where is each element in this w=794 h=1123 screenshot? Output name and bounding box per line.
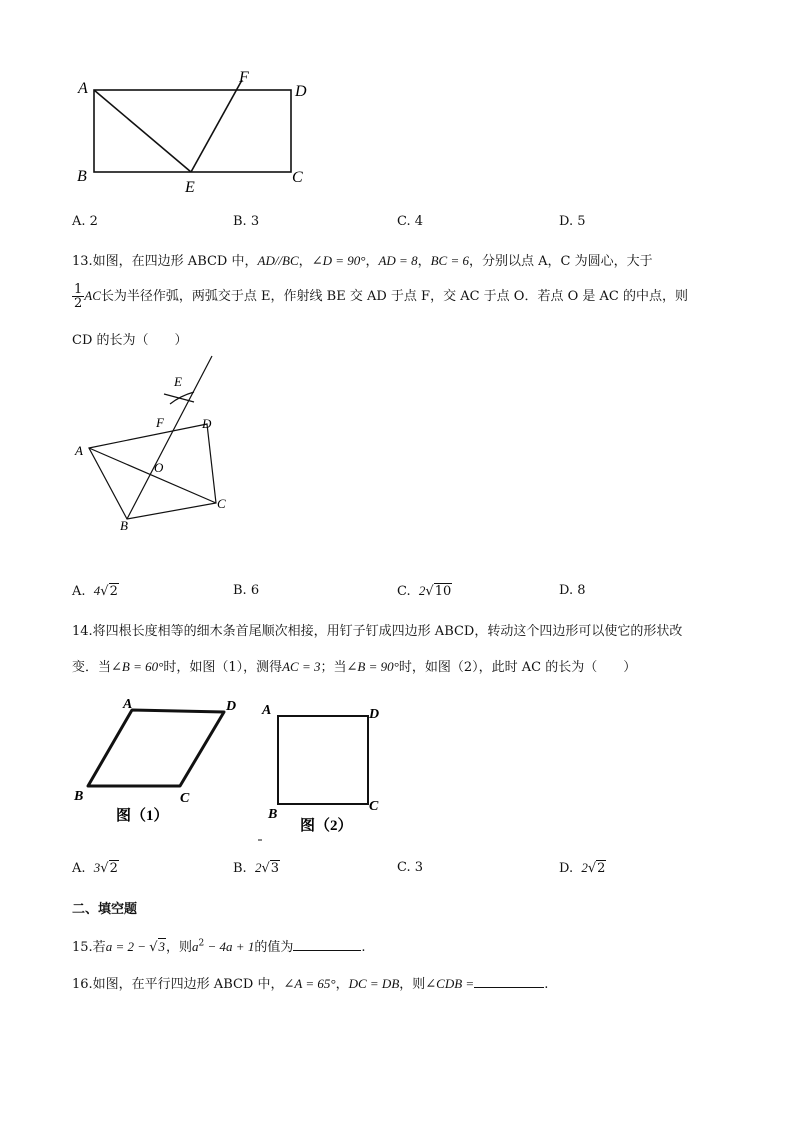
q13-c-coef: 2 xyxy=(418,583,426,598)
q16-cond-dc-db: DC = DB xyxy=(348,976,400,991)
q14-option-a: A. 3√2 xyxy=(72,860,118,876)
label-c: C xyxy=(180,791,190,806)
label-d: D xyxy=(369,707,380,722)
figure-q12-rectangle xyxy=(70,66,320,198)
q15-mid: ，则 xyxy=(166,940,193,955)
label-a: A xyxy=(123,697,133,712)
label-a: A xyxy=(78,80,88,97)
q15-expr2-sup: 2 xyxy=(198,938,205,949)
q13-cond-angle: ∠D = 90° xyxy=(311,253,366,268)
q15-end: . xyxy=(361,940,366,955)
q14-cond-angle90: ∠B = 90° xyxy=(346,659,399,674)
label-b: B xyxy=(77,168,87,185)
rhombus-abcd xyxy=(88,710,224,786)
segment-ef xyxy=(191,80,242,172)
q16-answer-blank[interactable] xyxy=(474,987,544,988)
q12-option-a: A. 2 xyxy=(72,214,98,229)
q13-option-a: A. 4√2 xyxy=(72,583,118,599)
q12-option-d: D. 5 xyxy=(559,214,586,229)
label-e: E xyxy=(174,374,182,389)
q13-sep2: ， xyxy=(365,254,379,269)
q14-b-prefix: B. xyxy=(233,861,247,876)
q14-option-c: C. 3 xyxy=(397,860,424,875)
q14-cond-ac: AC = 3 xyxy=(282,659,321,674)
label-o: O xyxy=(154,460,164,475)
q16-cond-target: ∠CDB = xyxy=(425,976,475,991)
q13-line1 xyxy=(72,250,653,269)
q16-sep: ， xyxy=(335,977,349,992)
label-d: D xyxy=(226,699,237,714)
label-a: A xyxy=(75,443,83,458)
label-b: B xyxy=(268,807,278,822)
rect-abcd xyxy=(94,90,291,172)
section-title: 二、填空题 xyxy=(72,902,138,917)
q14-option-b: B. 2√3 xyxy=(233,860,280,876)
q12-option-b: B. 3 xyxy=(233,214,260,229)
q14-d-coef: 2 xyxy=(581,860,588,875)
q14-d-radicand: 2 xyxy=(597,861,606,876)
q13-cond-ad: AD = 8 xyxy=(378,253,418,268)
q13-cond-parallel: AD//BC xyxy=(257,253,299,268)
q13-frac-var: AC xyxy=(84,288,101,303)
q13-line1-rest: ，分别以点 A，C 为圆心，大于 xyxy=(468,254,653,269)
q14-a-radicand: 2 xyxy=(109,861,118,876)
q13-sep1: ， xyxy=(298,254,312,269)
quad-abcd xyxy=(89,424,216,519)
q15-radicand: 3 xyxy=(158,939,166,954)
figure-q13-quadrilateral xyxy=(70,352,240,537)
label-b: B xyxy=(120,518,128,533)
q13-a-prefix: A. xyxy=(72,584,86,599)
q13-c-prefix: C. xyxy=(397,584,411,599)
q14-a-prefix: A. xyxy=(72,861,86,876)
label-a: A xyxy=(262,703,272,718)
q13-option-d: D. 8 xyxy=(559,583,586,598)
square-abcd xyxy=(278,716,368,804)
q13-half-fraction xyxy=(72,283,84,310)
q13-line2 xyxy=(72,283,688,310)
diagonal-ac xyxy=(89,448,216,503)
q14-d-prefix: D. xyxy=(559,861,574,876)
q13-line2-text: 长为半径作弧，两弧交于点 E，作射线 BE 交 AD 于点 F，交 AC 于点 O．若点 O 是 AC 的中点，则 xyxy=(100,289,688,304)
q13-a-radicand: 2 xyxy=(109,584,118,599)
q16-line xyxy=(72,973,548,992)
q14-cond-angle60: ∠B = 60° xyxy=(111,659,164,674)
label-d: D xyxy=(202,416,212,431)
q15-prefix: 15.若 xyxy=(72,940,106,955)
q15-expr2-b: − 4a + 1 xyxy=(204,939,255,954)
q13-option-c: C. 2√10 xyxy=(397,583,452,599)
figure-q14-1-rhombus xyxy=(72,692,252,832)
q13-a-coef: 4 xyxy=(93,583,101,598)
label-f: F xyxy=(239,69,249,86)
segment-ae xyxy=(94,90,191,172)
figure-q14-2-square xyxy=(258,694,408,844)
q15-expr2-a: a xyxy=(192,939,199,954)
q16-prefix: 16.如图，在平行四边形 ABCD 中， xyxy=(72,977,284,992)
q14-line2-a: 变．当 xyxy=(72,660,112,675)
caption: 图（2） xyxy=(300,818,353,834)
q14-b-coef: 2 xyxy=(254,860,262,875)
label-c: C xyxy=(369,799,379,814)
q13-cond-bc: BC = 6 xyxy=(430,253,469,268)
q14-line2 xyxy=(72,656,636,675)
q14-line2-c: ；当 xyxy=(320,660,347,675)
q15-answer-blank[interactable] xyxy=(293,950,361,951)
q13-frac-den: 2 xyxy=(74,296,83,311)
q16-cond-angle: ∠A = 65° xyxy=(283,976,336,991)
q15-expr1: a = 2 − xyxy=(105,939,150,954)
q13-option-b: B. 6 xyxy=(233,583,260,598)
caption: 图（1） xyxy=(116,808,169,824)
label-b: B xyxy=(74,789,84,804)
q14-option-d: D. 2√2 xyxy=(559,860,606,876)
q13-line3: CD 的长为（ ） xyxy=(72,333,188,348)
q16-mid: ，则 xyxy=(399,977,426,992)
q13-c-radicand: 10 xyxy=(434,584,452,599)
q14-line2-d: 时，如图（2），此时 AC 的长为（ ） xyxy=(398,660,637,675)
q15-line: 15.若a = 2 − √3，则$a^2 - 4a + 1$的值为 . xyxy=(72,938,366,955)
label-c: C xyxy=(292,169,303,186)
q15-suffix: 的值为 xyxy=(254,940,294,955)
q14-line2-b: 时，如图（1），测得 xyxy=(163,660,283,675)
q12-option-c: C. 4 xyxy=(397,214,424,229)
label-f: F xyxy=(156,415,164,430)
q14-line1: 14.将四根长度相等的细木条首尾顺次相接，用钉子钉成四边形 ABCD，转动这个四边形可以使它的形状改 xyxy=(72,624,683,639)
label-d: D xyxy=(295,83,307,100)
q13-sep3: ， xyxy=(417,254,431,269)
label-c: C xyxy=(217,496,226,511)
q13-intro: 13.如图，在四边形 ABCD 中， xyxy=(72,254,258,269)
q14-b-radicand: 3 xyxy=(270,861,280,876)
label-e: E xyxy=(185,179,195,196)
q14-a-coef: 3 xyxy=(93,860,101,875)
q16-end: . xyxy=(544,977,549,992)
q13-frac-num: 1 xyxy=(74,282,83,297)
